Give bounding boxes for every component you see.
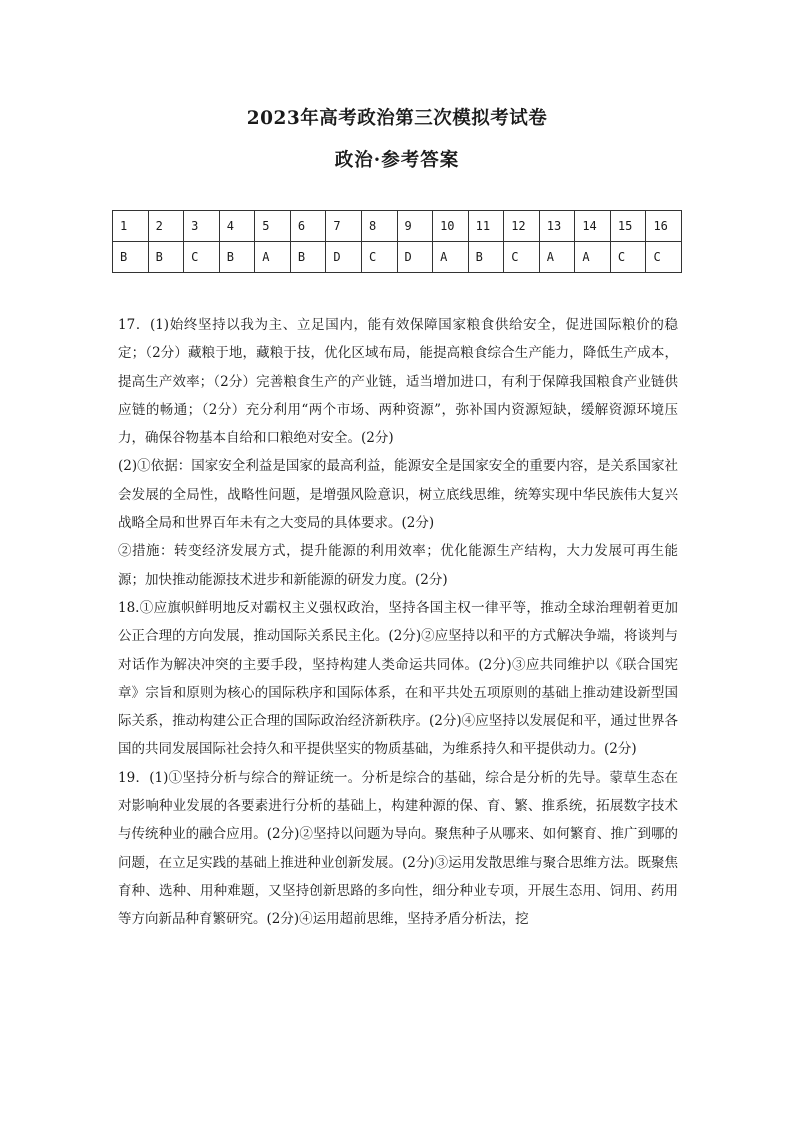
answer-letter: D	[397, 242, 433, 273]
document-subtitle: 政治·参考答案	[334, 150, 460, 171]
answer-17-part-1: 17．(1)始终坚持以我为主、立足国内，能有效保障国家粮食供给安全，促进国际粮价的稳定；（2分）藏粮于地，藏粮于技，优化区域布局，能提高粮食综合生产能力，降低生产成本，提高生产效率；（2分）完善粮食生产的产业链，适当增加进口，有利于保障我国粮食产业链供应链的畅通；（2分）充分利用“两个市场、两种资源”，弥补国内资源短缺，缓解资源环境压力，确保谷物基本自给和口粮绝对安全。(2分)	[118, 317, 678, 447]
question-number: 12	[504, 211, 540, 242]
question-number: 16	[646, 211, 682, 242]
answer-letter: B	[113, 242, 149, 273]
question-number: 14	[575, 211, 611, 242]
answer-17-part-2-basis: (2)①依据：国家安全利益是国家的最高利益，能源安全是国家安全的重要内容，是关系国家社会发展的全局性，战略性问题，是增强风险意识，树立底线思维，统筹实现中华民族伟大复兴战略全局和世界百年未有之大变局的具体要求。(2分)	[118, 458, 678, 532]
answer-letter: C	[184, 242, 220, 273]
answer-letter: B	[219, 242, 255, 273]
answer-letter: B	[290, 242, 326, 273]
answer-letter: C	[361, 242, 397, 273]
question-number: 9	[397, 211, 433, 242]
answer-letter: A	[575, 242, 611, 273]
question-number: 8	[361, 211, 397, 242]
question-number: 15	[610, 211, 646, 242]
question-number: 13	[539, 211, 575, 242]
answer-letter: C	[610, 242, 646, 273]
document-title: 2023年高考政治第三次模拟考试卷	[246, 108, 548, 129]
answer-letter: B	[468, 242, 504, 273]
question-number: 7	[326, 211, 362, 242]
answer-letter: B	[148, 242, 184, 273]
answer-table	[112, 210, 682, 273]
answer-letter: D	[326, 242, 362, 273]
answer-letter: C	[646, 242, 682, 273]
question-number: 11	[468, 211, 504, 242]
answer-letter: A	[433, 242, 469, 273]
question-number-row	[113, 211, 682, 242]
question-number: 6	[290, 211, 326, 242]
question-number: 4	[219, 211, 255, 242]
question-number: 3	[184, 211, 220, 242]
answer-letter: A	[255, 242, 291, 273]
answer-17-part-2-measures: ②措施：转变经济发展方式，提升能源的利用效率；优化能源生产结构，大力发展可再生能源；加快推动能源技术进步和新能源的研发力度。(2分)	[118, 543, 678, 588]
answer-letter: C	[504, 242, 540, 273]
answer-19-part-1: 19．(1)①坚持分析与综合的辩证统一。分析是综合的基础，综合是分析的先导。蒙草生态在对影响种业发展的各要素进行分析的基础上，构建种源的保、育、繁、推系统，拓展数字技术与传统种业的融合应用。(2分)②坚持以问题为导向。聚焦种子从哪来、如何繁育、推广到哪的问题，在立足实践的基础上推进种业创新发展。(2分)③运用发散思维与聚合思维方法。既聚焦育种、选种、用种难题，又坚持创新思路的多向性，细分种业专项，开展生态用、饲用、药用等方向新品种育繁研究。(2分)④运用超前思维，坚持矛盾分析法，挖	[118, 769, 678, 928]
question-number: 1	[113, 211, 149, 242]
question-number: 2	[148, 211, 184, 242]
answer-18: 18.①应旗帜鲜明地反对霸权主义强权政治，坚持各国主权一律平等，推动全球治理朝着更加公正合理的方向发展，推动国际关系民主化。(2分)②应坚持以和平的方式解决争端，将谈判与对话作为解决冲突的主要手段，坚持构建人类命运共同体。(2分)③应共同维护以《联合国宪章》宗旨和原则为核心的国际秩序和国际体系，在和平共处五项原则的基础上推动建设新型国际关系，推动构建公正合理的国际政治经济新秩序。(2分)④应坚持以发展促和平，通过世界各国的共同发展国际社会持久和平提供坚实的物质基础，为维系持久和平提供动力。(2分)	[118, 599, 678, 758]
question-number: 10	[433, 211, 469, 242]
answer-explanations	[118, 311, 678, 934]
question-number: 5	[255, 211, 291, 242]
answer-letter-row	[113, 242, 682, 273]
answer-letter: A	[539, 242, 575, 273]
